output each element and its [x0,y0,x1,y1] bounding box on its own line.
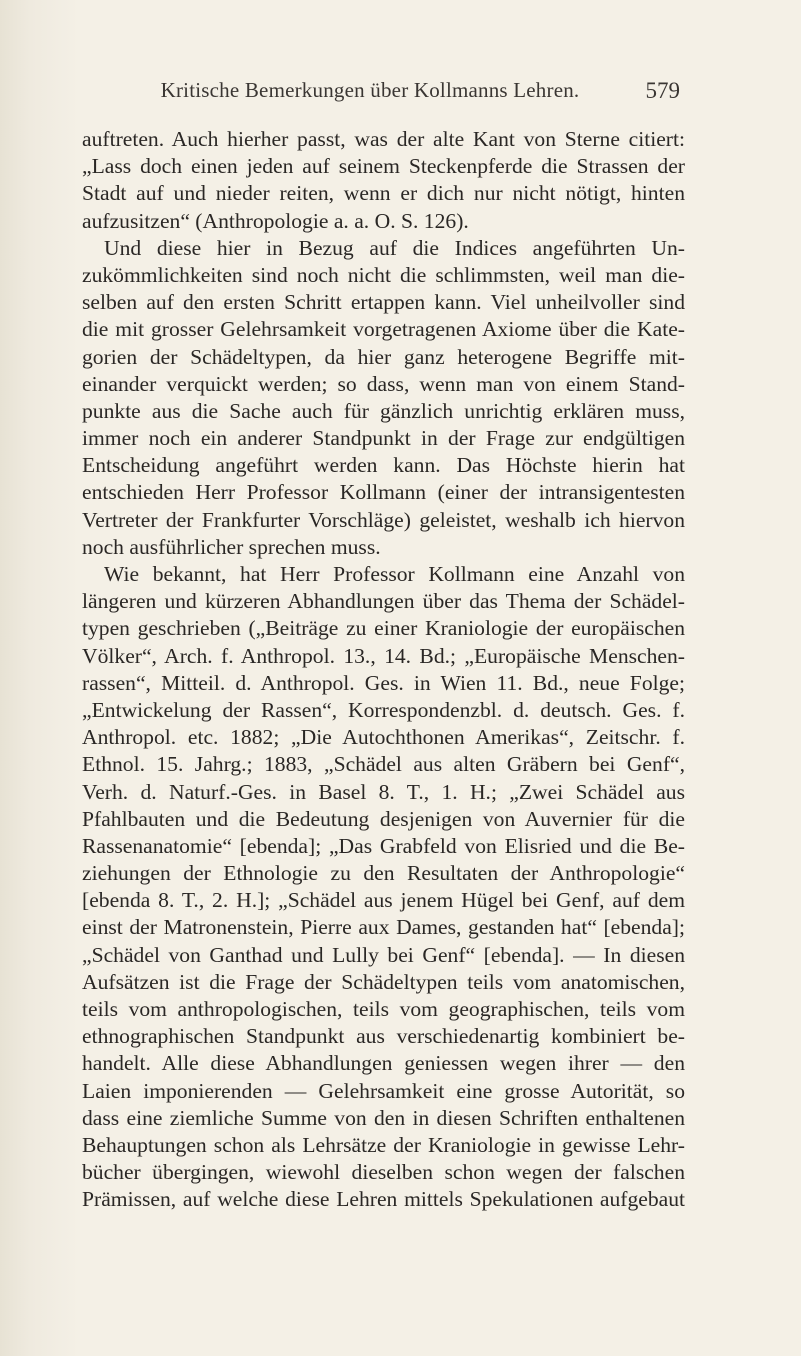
text-line: ethnographischen Standpunkt aus verschiedenartig kombiniert be- [82,1024,685,1049]
text-line: Pfahlbauten und die Bedeutung desjenigen von Auvernier für die [82,806,685,831]
text-line: auftreten. Auch hierher passt, was der alte Kant von Sterne citiert: [82,127,685,151]
text-line: Völker“, Arch. f. Anthropol. 13., 14. Bd.; „Europäische Menschen- [82,643,685,668]
body-text [82,126,685,1214]
text-line: Anthropol. etc. 1882; „Die Autochthonen Amerikas“, Zeitschr. f. [82,725,685,750]
text-line: Laien imponierenden — Gelehrsamkeit eine grosse Autorität, so [82,1078,685,1103]
text-line: gorien der Schädeltypen, da hier ganz heterogene Begriffe mit- [82,344,685,369]
text-line: „Entwickelung der Rassen“, Korrespondenzbl. d. deutsch. Ges. f. [82,697,685,722]
text-line: Aufsätzen ist die Frage der Schädeltypen teils vom anatomischen, [82,969,685,994]
text-line: einst der Matronenstein, Pierre aux Dames, gestanden hat“ [ebenda]; [82,915,685,940]
text-line: entschieden Herr Professor Kollmann (einer der intransigentesten [82,480,685,505]
text-line: typen geschrieben („Beiträge zu einer Kraniologie der europäischen [82,616,685,641]
text-line: Rassenanatomie“ [ebenda]; „Das Grabfeld von Elisried und die Be- [82,833,685,858]
text-line: Stadt auf und nieder reiten, wenn er dich nur nicht nötigt, hinten [82,181,685,206]
text-line: Wie bekannt, hat Herr Professor Kollmann eine Anzahl von [104,562,685,586]
page-header [0,78,801,108]
text-line: ziehungen der Ethnologie zu den Resultaten der Anthropologie“ [82,861,685,886]
text-line: punkte aus die Sache auch für gänzlich unrichtig erklären muss, [82,398,685,423]
text-line: zukömmlichkeiten sind noch nicht die schlimmsten, weil man die- [82,262,685,287]
text-line: handelt. Alle diese Abhandlungen geniessen wegen ihrer — den [82,1051,685,1076]
text-line: Vertreter der Frankfurter Vorschläge) geleistet, weshalb ich hiervon [82,507,685,532]
text-line: Ethnol. 15. Jahrg.; 1883, „Schädel aus alten Gräbern bei Genf“, [82,752,685,777]
text-line: Prämissen, auf welche diese Lehren mittels Spekulationen aufgebaut [82,1187,685,1212]
text-line: aufzusitzen“ (Anthropologie a. a. O. S. 126). [82,208,469,233]
text-line: Und diese hier in Bezug auf die Indices angeführten Un- [104,235,685,260]
page-number: 579 [645,78,680,103]
text-line: selben auf den ersten Schritt ertappen kann. Viel unheilvoller sind [82,290,685,315]
text-line: rassen“, Mitteil. d. Anthropol. Ges. in Wien 11. Bd., neue Folge; [82,670,685,695]
text-line: Behauptungen schon als Lehrsätze der Kraniologie in gewisse Lehr- [82,1132,685,1157]
text-line: Entscheidung angeführt werden kann. Das Höchste hierin hat [82,453,685,478]
text-line: [ebenda 8. T., 2. H.]; „Schädel aus jenem Hügel bei Genf, auf dem [82,888,685,913]
text-line: immer noch ein anderer Standpunkt in der Frage zur endgültigen [82,426,685,451]
running-head: Kritische Bemerkungen über Kollmanns Lehren. [160,78,580,102]
text-line: die mit grosser Gelehrsamkeit vorgetragenen Axiome über die Kate- [82,317,685,342]
text-line: bücher übergingen, wiewohl dieselben schon wegen der falschen [82,1160,685,1185]
text-line: teils vom anthropologischen, teils vom geographischen, teils vom [82,997,685,1021]
text-line: längeren und kürzeren Abhandlungen über das Thema der Schädel- [82,589,685,614]
text-line: noch ausführlicher sprechen muss. [82,534,381,559]
text-line: „Lass doch einen jeden auf seinem Steckenpferde die Strassen der [82,154,685,179]
text-line: Verh. d. Naturf.-Ges. in Basel 8. T., 1. H.; „Zwei Schädel aus [82,779,685,804]
text-line: „Schädel von Ganthad und Lully bei Genf“ [ebenda]. — In diesen [82,942,685,967]
text-line: einander verquickt werden; so dass, wenn man von einem Stand- [82,371,685,396]
text-line: dass eine ziemliche Summe von den in diesen Schriften enthaltenen [82,1105,685,1130]
